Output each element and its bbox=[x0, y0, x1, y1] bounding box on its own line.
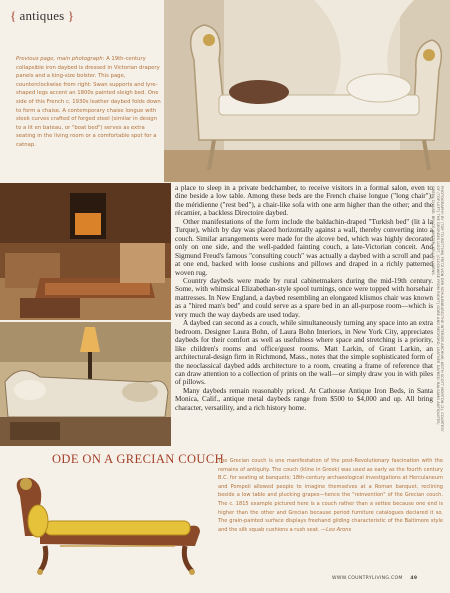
body-paragraph: A daybed can second as a couch, while simultaneously turning any space into an extra bedroom. Designer Laura Bohn, of Laura Bohn Interiors, in New York City, appreciates daybeds for their comfort as well as usefulness where space and stretching is a priority, like children's rooms and office/guest rooms. Matt Larkin, of Grant Larkin, an architectural-design firm in Richmond, Mass., notes that the simple sophisticated form of the neoclassical daybed adds architecture to a room, creating a frame of reference that can draw attention to a collection of prints on the wall—or simply draw you in with piles of pillows. bbox=[175, 319, 433, 387]
caption-lead: Previous page, main photograph: bbox=[16, 56, 105, 62]
body-paragraph: Many daybeds remain reasonably priced. At Cathouse Antique Iron Beds, in Santa Monica, Calif., antique metal daybeds range from $500 to $4,000 and up. All bring character, versatility, and a rich history home. bbox=[175, 386, 433, 412]
grecian-couch-photo bbox=[0, 466, 210, 582]
brace-open: { bbox=[10, 8, 17, 23]
page-number: 49 bbox=[410, 576, 418, 581]
caption-text: A 19th-century collapsible iron daybed is dressed in Victorian drapery panels and a king-size bolster. This page, counterclockwise from right: Swan supports and lyre-shaped legs accent an 1800s painted sleigh bed. One side of this French c. 1930s leather daybed folds down to form a chaise. A contemporary chaise longue with sleek curves crafted of forged steel (similar in design to a lit en bateau, or "boat bed") serves as extra seating in the living room or a comfortable spot for a catnap. bbox=[16, 56, 161, 148]
grecian-couch-caption bbox=[218, 457, 443, 534]
caption-signature: —Leo Arons bbox=[321, 526, 352, 533]
chaise-longue-photo bbox=[0, 322, 171, 446]
page-footer bbox=[332, 576, 417, 581]
section-label bbox=[10, 8, 74, 24]
grecian-couch-illustration bbox=[0, 466, 210, 582]
body-paragraph: a place to sleep in a private bedchamber, to receive visitors in a formal salon, even to dine beside a low table. Among these beds are the French chaise longue ("long chair"); the méridienne ("rest bed"), a chair-like sofa with one arm higher than the other; and the récamier, a backless Directoire daybed. bbox=[175, 184, 433, 218]
chaise-illustration bbox=[0, 322, 171, 446]
photo-credit-vertical: PHOTOGRAPHY: BY (TOP TO BOTTOM) FRITZ VON DER SCHULENBURG/THE INTERIOR ARCHIVE; KEITH SCOTT MORTON (2). COURTESY OF (TOP LEFT) THE GEORGES LIGOT, (CLOCKWISE FROM RIGHT) GORE AND REDFORD; LEATHER DAYBED: BALSAMO ANTIQUITES; GREEK CHAISE: BRUCE WINTER; KELLEY LINENS. bbox=[431, 186, 444, 432]
section-word: antiques bbox=[19, 8, 65, 23]
living-room-photo bbox=[0, 183, 171, 320]
sleigh-bed-photo bbox=[164, 0, 450, 182]
footer-url: WWW.COUNTRYLIVING.COM bbox=[332, 576, 403, 581]
article-body bbox=[175, 184, 433, 412]
caption-text: The Grecian couch is one manifestation of the post-Revolutionary fascination with the remains of antiquity. The couch (kline in Greek) was used as early as the fourth century B.C. for seating at banquets; 18th-century archaeological investigations at Herculaneum and Pompeii allowed people to imagine themselves at a Roman banquet, reclining beside a low table and plucking grapes—hence the "reinvention" of the Grecian couch. The c. 1815 example pictured here is a couch rather than a settee because one end is higher than the other and Grecian because period furniture catalogues declared it so. The grain-painted surface displays freehand gilding characteristic of the Baltimore style and the silk squab cushions a rush seat. bbox=[218, 458, 443, 533]
body-paragraph: Country daybeds were made by rural cabinetmakers during the mid-19th century. Some, with whimsical Elizabethan-style spool turnings, once were topped with horsehair mattresses. In New England, a daybed resembling an elongated klismos chair was known as a "hired man's bed" and could serve as a spare bed in an all-purpose room—which is very much the way daybeds are used today. bbox=[175, 276, 433, 319]
photo-caption-top bbox=[16, 55, 162, 150]
leather-daybed-illustration bbox=[0, 183, 171, 320]
brace-close: } bbox=[67, 8, 74, 23]
body-paragraph: Other manifestations of the form include the baldachin-draped "Turkish bed" (lit à la Turque), which by day was placed horizontally against a wall, thereby converting into a couch. Similar arrangements were made for the alcove bed, which was highly decorated only on one side, and the well-padded fainting couch, a late-Victorian conceit. And Sigmund Freud's famous "consulting couch" was actually a daybed with a scroll and pad at one end, backed with loose cushions and pillows and draped in a richly patterned woven rug. bbox=[175, 217, 433, 277]
sleigh-bed-illustration bbox=[164, 0, 450, 182]
subsection-heading: ODE ON A GRECIAN COUCH bbox=[52, 452, 225, 466]
